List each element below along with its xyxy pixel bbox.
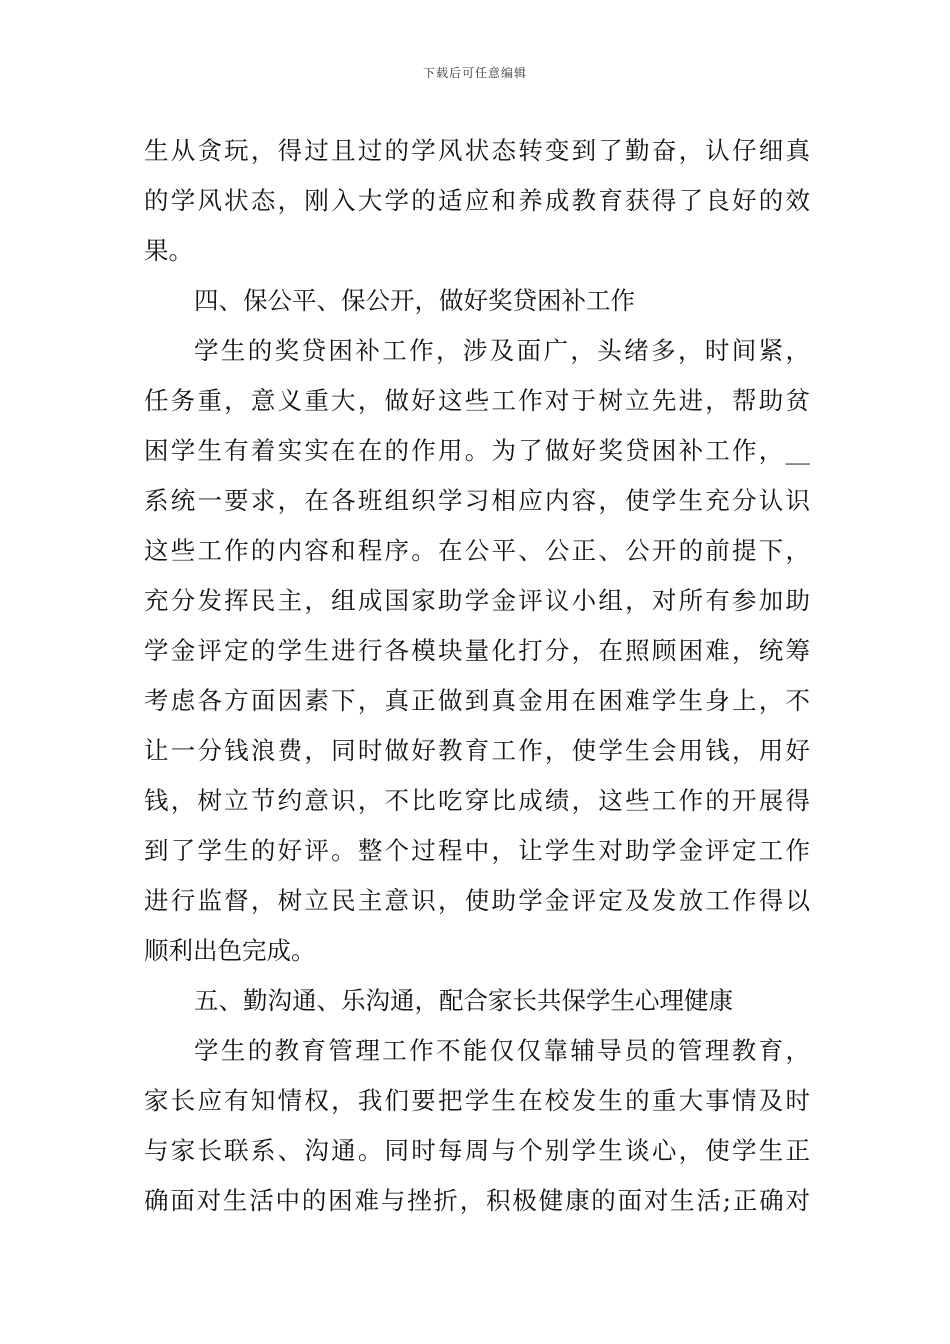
body-line: 果。	[144, 236, 193, 265]
body-line: 钱，树立节约意识，不比吃穿比成绩，这些工作的开展得	[144, 786, 810, 815]
body-line: 考虑各方面因素下，真正做到真金用在困难学生身上，不	[144, 686, 810, 715]
body-line: 让一分钱浪费，同时做好教育工作，使学生会用钱，用好	[144, 736, 810, 765]
body-line: 生从贪玩，得过且过的学风状态转变到了勤奋，认仔细真	[144, 136, 810, 165]
body-line: 学金评定的学生进行各模块量化打分，在照顾困难，统筹	[144, 636, 810, 665]
paragraph-first-line: 学生的奖贷困补工作，涉及面广，头绪多，时间紧，	[194, 336, 810, 365]
body-line: 困学生有着实实在在的作用。为了做好奖贷困补工作，__	[144, 436, 810, 465]
section-heading-4: 四、保公平、保公开，做好奖贷困补工作	[194, 286, 635, 315]
body-line: 系统一要求，在各班组织学习相应内容，使学生充分认识	[144, 486, 810, 515]
body-line: 与家长联系、沟通。同时每周与个别学生谈心，使学生正	[144, 1136, 810, 1165]
section-heading-5: 五、勤沟通、乐沟通，配合家长共保学生心理健康	[194, 986, 733, 1015]
body-line: 这些工作的内容和程序。在公平、公正、公开的前提下，	[144, 536, 810, 565]
body-line: 任务重，意义重大，做好这些工作对于树立先进，帮助贫	[144, 386, 810, 415]
body-line: 家长应有知情权，我们要把学生在校发生的重大事情及时	[144, 1086, 810, 1115]
paragraph-first-line: 学生的教育管理工作不能仅仅靠辅导员的管理教育，	[194, 1036, 810, 1065]
body-line: 到了学生的好评。整个过程中，让学生对助学金评定工作	[144, 836, 810, 865]
download-note: 下载后可任意编辑	[422, 66, 527, 80]
document-body	[144, 126, 810, 1226]
body-line: 确面对生活中的困难与挫折，积极健康的面对生活;正确对	[144, 1186, 810, 1215]
body-line: 进行监督，树立民主意识，使助学金评定及发放工作得以	[144, 886, 810, 915]
body-line: 的学风状态，刚入大学的适应和养成教育获得了良好的效	[144, 186, 810, 215]
body-line: 充分发挥民主，组成国家助学金评议小组，对所有参加助	[144, 586, 810, 615]
body-line: 顺利出色完成。	[144, 936, 316, 965]
